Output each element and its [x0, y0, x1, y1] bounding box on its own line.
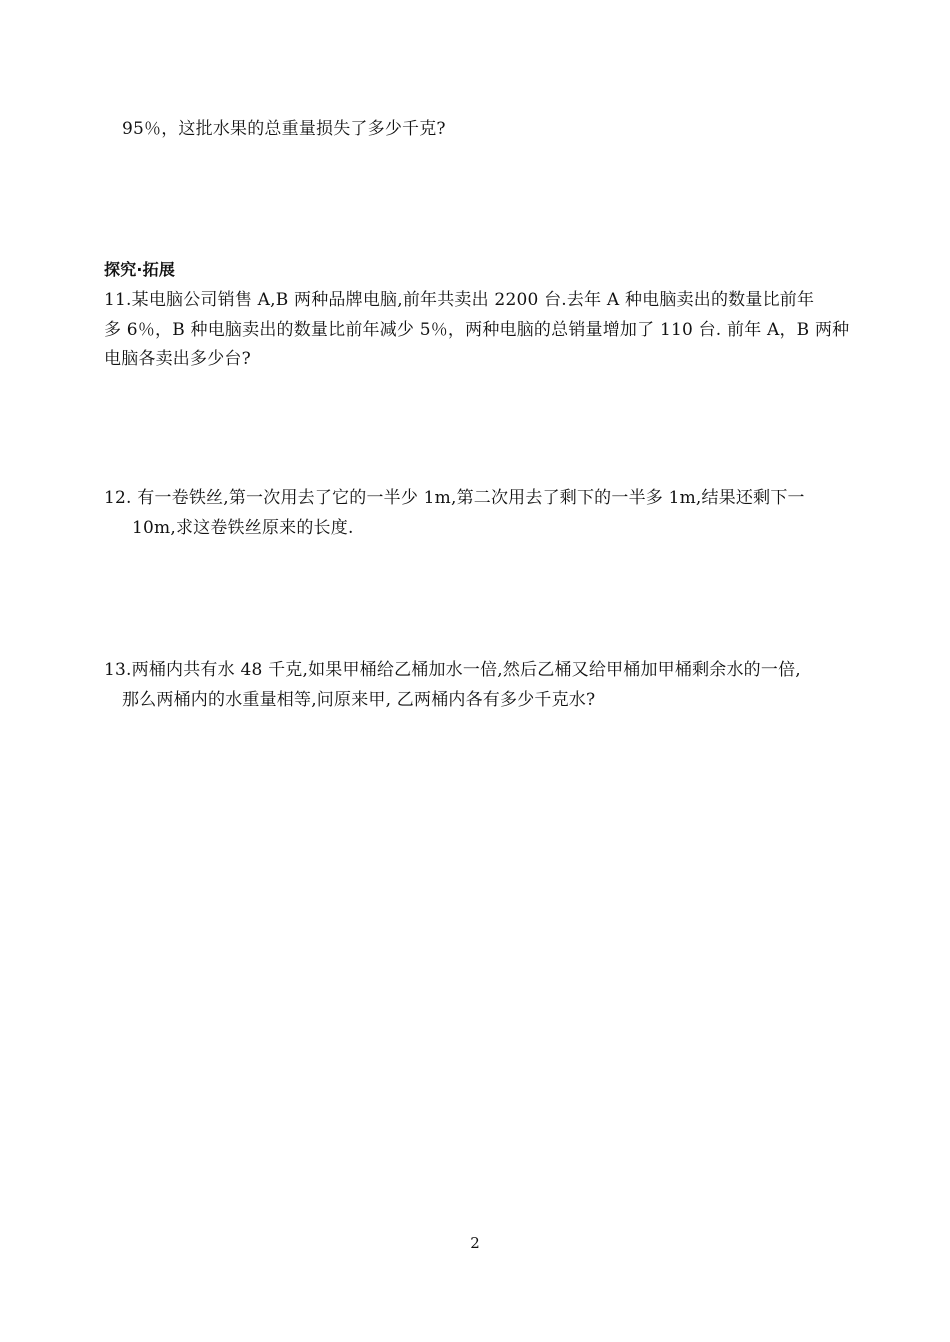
section-heading: 探究·拓展 [104, 260, 176, 279]
question-12-line-2: 10m,求这卷铁丝原来的长度. [132, 518, 354, 538]
question-13-line-2: 那么两桶内的水重量相等,问原来甲, 乙两桶内各有多少千克水? [122, 690, 596, 710]
page-number: 2 [470, 1234, 480, 1252]
question-13-line-1: 13.两桶内共有水 48 千克,如果甲桶给乙桶加水一倍,然后乙桶又给甲桶加甲桶剩余水的一倍, [104, 660, 801, 680]
continuation-line: 95％，这批水果的总重量损失了多少千克? [122, 119, 446, 139]
question-11-line-2: 多 6％，B 种电脑卖出的数量比前年减少 5％，两种电脑的总销量增加了 110 台. 前年 A，B 两种 [104, 320, 850, 340]
question-11-line-1: 11.某电脑公司销售 A,B 两种品牌电脑,前年共卖出 2200 台.去年 A 种电脑卖出的数量比前年 [104, 290, 815, 310]
question-11-line-3: 电脑各卖出多少台? [104, 349, 251, 369]
question-12-line-1: 12. 有一卷铁丝,第一次用去了它的一半少 1m,第二次用去了剩下的一半多 1m,结果还剩下一 [104, 488, 805, 508]
